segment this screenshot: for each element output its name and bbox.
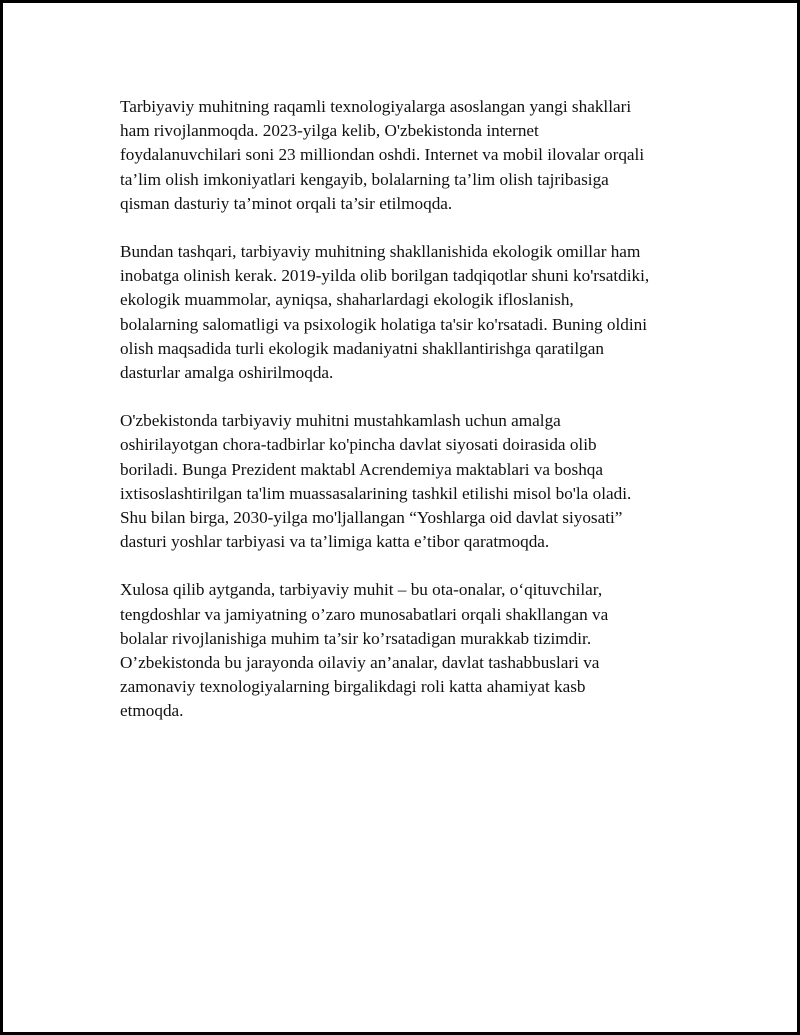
text-line: boriladi. Bunga Prezident maktabl Acrendemiya maktablari va boshqa [120,459,604,479]
text-line: dasturi yoshlar tarbiyasi va ta’limiga katta e’tibor qaratmoqda. [120,532,550,552]
text-line: Bundan tashqari, tarbiyaviy muhitning shakllanishida ekologik omillar ham [120,242,641,262]
paragraph-conclusion [120,578,700,723]
paragraph-digital-environment [120,95,700,216]
text-line: Shu bilan birga, 2030-yilga mo'ljallangan “Yoshlarga oid davlat siyosati” [120,508,623,528]
text-line: ta’lim olish imkoniyatlari kengayib, bolalarning ta’lim olish tajribasiga [120,169,609,189]
text-line: Tarbiyaviy muhitning raqamli texnologiyalarga asoslangan yangi shakllari [120,97,632,116]
text-line: inobatga olinish kerak. 2019-yilda olib borilgan tadqiqotlar shuni ko'rsatdiki, [120,266,650,286]
text-line: qisman dasturiy ta’minot orqali ta’sir etilmoqda. [120,193,453,213]
text-line: ham rivojlanmoqda. 2023-yilga kelib, O'zbekistonda internet [120,121,539,141]
text-line: tengdoshlar va jamiyatning o’zaro munosabatlari orqali shakllangan va [120,604,609,624]
text-line: foydalanuvchilari soni 23 milliondan oshdi. Internet va mobil ilovalar orqali [120,145,645,165]
text-line: oshirilayotgan chora-tadbirlar ko'pincha davlat siyosati doirasida olib [120,435,597,455]
text-line: ixtisoslashtirilgan ta'lim muassasalarining tashkil etilishi misol bo'la oladi. [120,483,632,503]
text-line: zamonaviy texnologiyalarning birgalikdagi roli katta ahamiyat kasb [120,677,586,697]
text-line: bolalarning salomatligi va psixologik holatiga ta'sir ko'rsatadi. Buning oldini [120,314,647,334]
text-line: bolalar rivojlanishiga muhim ta’sir ko’rsatadigan murakkab tizimdir. [120,628,592,648]
document-body [120,95,700,748]
paragraph-ecological-factors [120,240,700,385]
text-line: O'zbekistonda tarbiyaviy muhitni mustahkamlash uchun amalga [120,411,561,431]
text-line: ekologik muammolar, ayniqsa, shaharlardagi ekologik ifloslanish, [120,290,574,310]
text-line: Xulosa qilib aytganda, tarbiyaviy muhit – bu ota-onalar, o‘qituvchilar, [120,580,603,600]
text-line: olish maqsadida turli ekologik madaniyatni shakllantirishga qaratilgan [120,338,605,358]
text-line: O’zbekistonda bu jarayonda oilaviy an’analar, davlat tashabbuslari va [120,653,600,673]
text-line: dasturlar amalga oshirilmoqda. [120,363,334,383]
paragraph-state-policy [120,409,700,554]
text-line: etmoqda. [120,701,184,721]
